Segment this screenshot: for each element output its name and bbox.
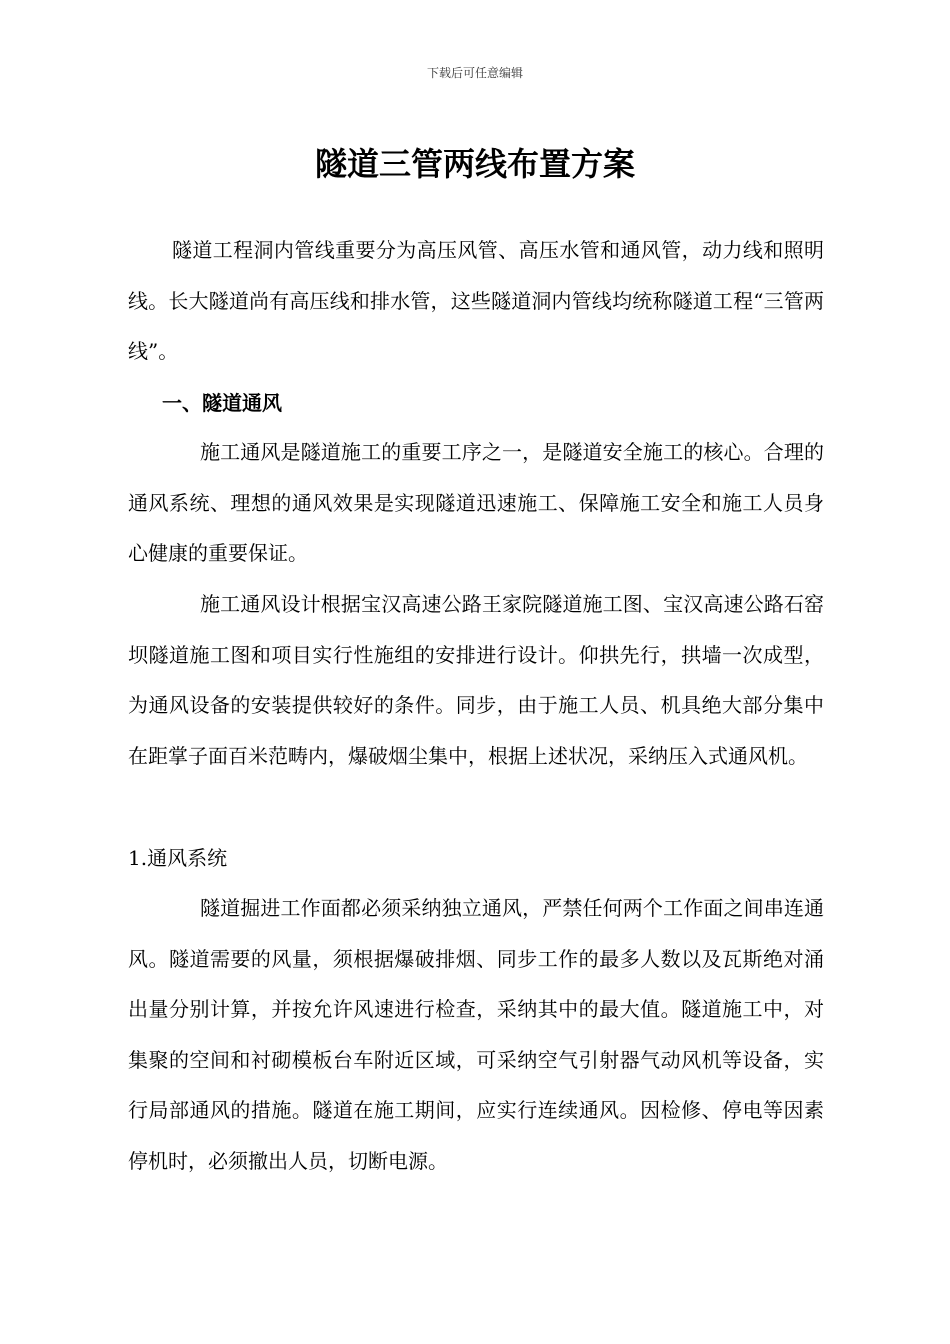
document-title: 隧道三管两线布置方案 (314, 145, 635, 183)
ventilation-system-paragraph: 隧道掘进工作面都必须采纳独立通风，严禁任何两个工作面之间串连通风。隧道需要的风量，须根据爆破排烟、同步工作的最多人数以及瓦斯绝对涌出量分别计算，并按允许风速进行检查，采纳其中的最大值。隧道施工中，对集聚的空间和衬砌模板台车附近区域，可采纳空气引射器气动风机等设备，实行局部通风的措施。隧道在施工期间，应实行连续通风。因检修、停电等因素停机时，必须撤出人员，切断电源。 (128, 896, 824, 1173)
ventilation-paragraph-1: 施工通风是隧道施工的重要工序之一，是隧道安全施工的核心。合理的通风系统、理想的通风效果是实现隧道迅速施工、保障施工安全和施工人员身心健康的重要保证。 (128, 440, 824, 565)
ventilation-paragraph-2: 施工通风设计根据宝汉高速公路王家院隧道施工图、宝汉高速公路石窑坝隧道施工图和项目实行性施组的安排进行设计。仰拱先行，拱墙一次成型，为通风设备的安装提供较好的条件。同步，由于施工人员、机具绝大部分集中在距掌子面百米范畴内，爆破烟尘集中，根据上述状况，采纳压入式通风机。 (128, 592, 824, 768)
section-heading-ventilation: 一、隧道通风 (162, 391, 282, 415)
header-note: 下载后可任意编辑 (426, 66, 523, 80)
subsection-heading-ventilation-system: 1.通风系统 (128, 846, 228, 870)
intro-paragraph: 隧道工程洞内管线重要分为高压风管、高压水管和通风管，动力线和照明线。长大隧道尚有高压线和排水管，这些隧道洞内管线均统称隧道工程“三管两线”。 (128, 238, 824, 363)
